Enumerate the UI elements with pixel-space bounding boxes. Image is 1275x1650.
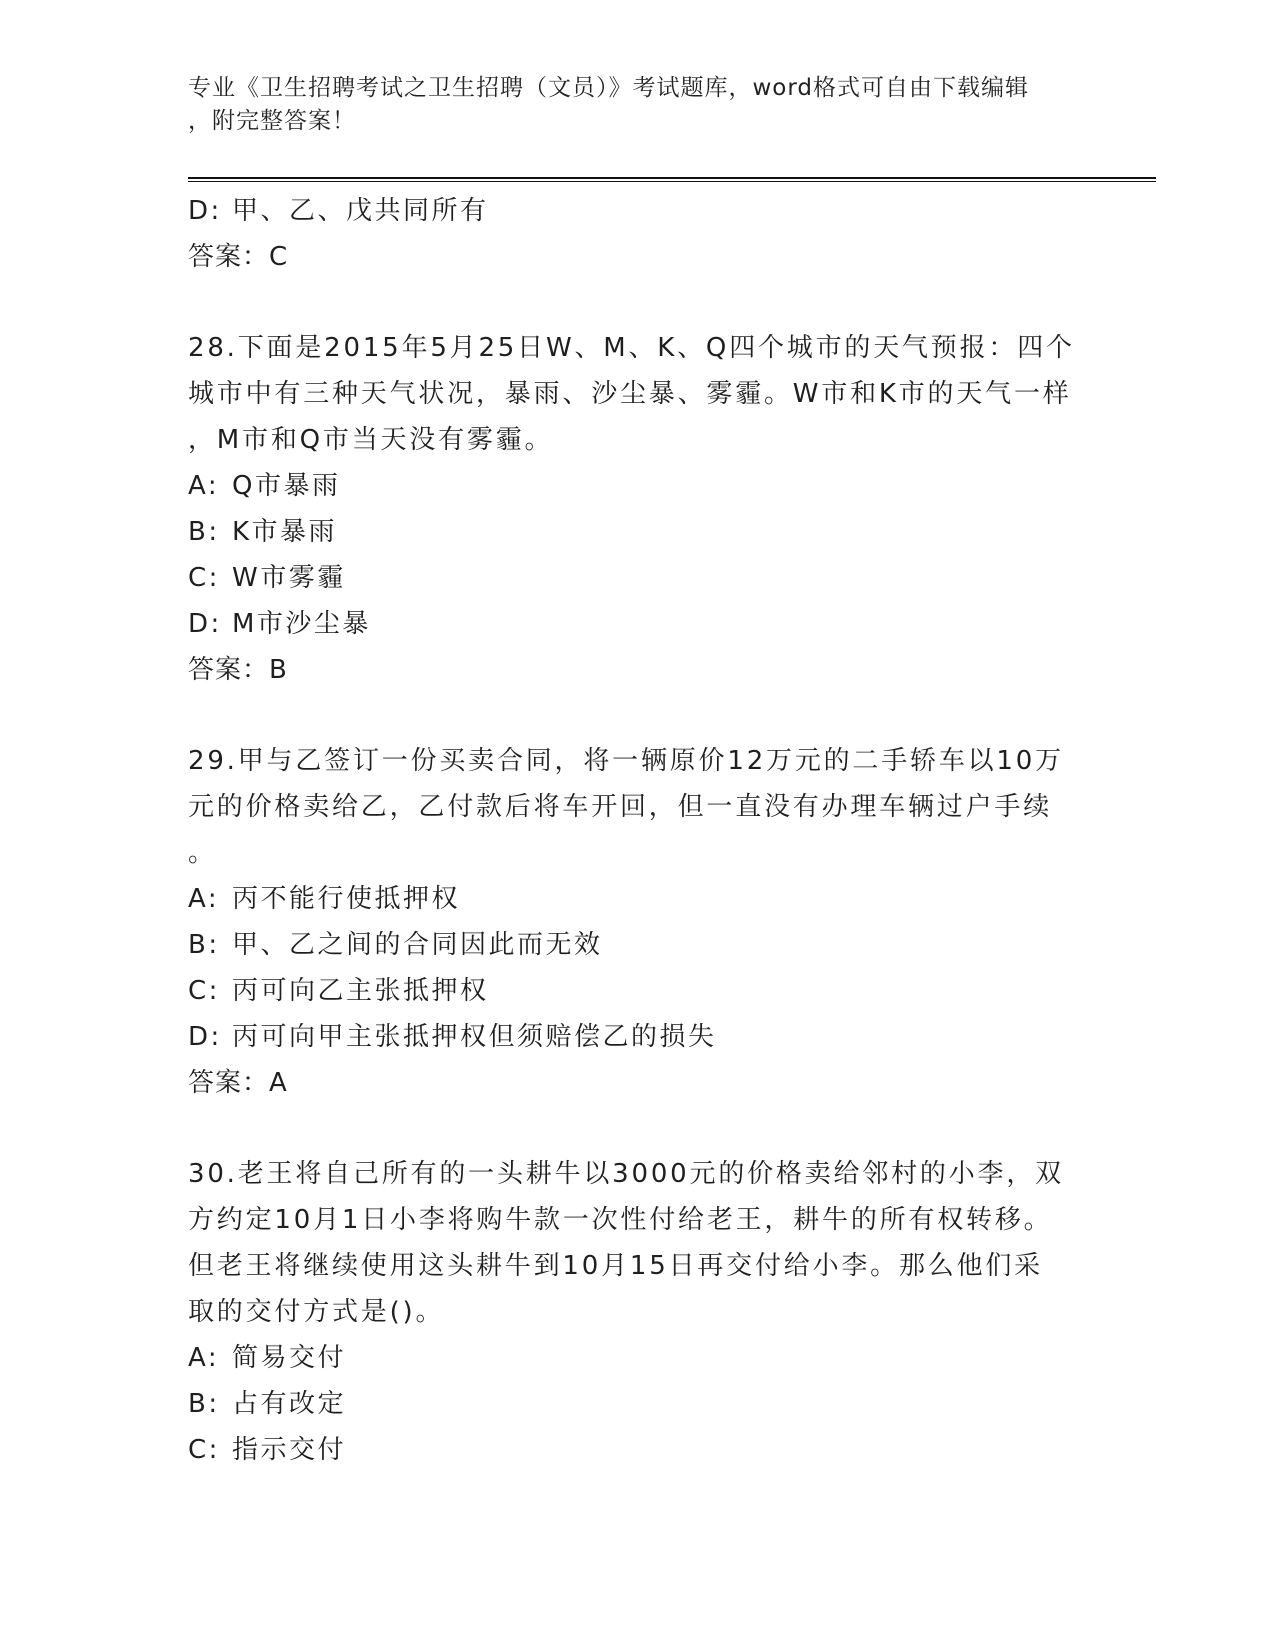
option-text: 丙可向乙主张抵押权 — [232, 976, 489, 1006]
option-text: 丙不能行使抵押权 — [232, 884, 461, 914]
option-key: D: — [188, 196, 222, 226]
option-key: C: — [188, 563, 220, 593]
option-text: K市暴雨 — [232, 517, 338, 547]
option-d — [188, 601, 1088, 647]
question-line: 30.老王将自己所有的一头耕牛以3000元的价格卖给邻村的小李，双 — [188, 1159, 1064, 1189]
option-key: A: — [188, 471, 220, 501]
option-c — [188, 1427, 1088, 1473]
option-key: D: — [188, 1022, 222, 1052]
question-text — [188, 738, 1088, 876]
page-header — [188, 72, 1068, 138]
option-text: M市沙尘暴 — [232, 609, 371, 639]
option-a — [188, 1335, 1088, 1381]
option-c — [188, 555, 1088, 601]
question-line: 。 — [188, 838, 217, 868]
option-key: D: — [188, 609, 222, 639]
option-text: Q市暴雨 — [232, 471, 341, 501]
question-line: 28.下面是2015年5月25日W、M、K、Q四个城市的天气预报：四个 — [188, 333, 1075, 363]
option-b — [188, 1381, 1088, 1427]
answer: 答案：A — [188, 1068, 288, 1098]
option-a — [188, 876, 1088, 922]
option-text: 简易交付 — [232, 1343, 347, 1373]
option-b — [188, 922, 1088, 968]
option-key: B: — [188, 1389, 220, 1419]
option-d — [188, 1014, 1088, 1060]
header-divider — [188, 177, 1156, 182]
option-key: A: — [188, 884, 220, 914]
question-content — [188, 188, 1088, 1473]
option-text: 甲、乙之间的合同因此而无效 — [232, 930, 603, 960]
prev-option-d — [188, 188, 1088, 234]
answer: 答案：B — [188, 655, 288, 685]
option-c — [188, 968, 1088, 1014]
option-key: B: — [188, 517, 220, 547]
option-text: 指示交付 — [232, 1435, 347, 1465]
option-key: A: — [188, 1343, 220, 1373]
question-line: ，M市和Q市当天没有雾霾。 — [188, 425, 554, 455]
option-key: C: — [188, 976, 220, 1006]
question-line: 城市中有三种天气状况，暴雨、沙尘暴、雾霾。W市和K市的天气一样 — [188, 379, 1072, 409]
question-text — [188, 325, 1088, 463]
option-key: C: — [188, 1435, 220, 1465]
prev-answer: 答案：C — [188, 242, 289, 272]
question-line: 方约定10月1日小李将购牛款一次性付给老王，耕牛的所有权转移。 — [188, 1205, 1053, 1235]
question-line: 29.甲与乙签订一份买卖合同，将一辆原价12万元的二手轿车以10万 — [188, 746, 1064, 776]
header-line-2: ，附完整答案！ — [188, 108, 356, 134]
question-line: 取的交付方式是()。 — [188, 1297, 445, 1327]
option-text: 占有改定 — [232, 1389, 347, 1419]
option-a — [188, 463, 1088, 509]
option-text: 丙可向甲主张抵押权但须赔偿乙的损失 — [232, 1022, 717, 1052]
header-line-1: 专业《卫生招聘考试之卫生招聘（文员）》考试题库，word格式可自由下载编辑 — [188, 75, 1030, 101]
question-30 — [188, 1151, 1088, 1473]
question-29 — [188, 738, 1088, 1106]
question-line: 但老王将继续使用这头耕牛到10月15日再交付给小李。那么他们采 — [188, 1251, 1043, 1281]
option-text: W市雾霾 — [232, 563, 346, 593]
option-b — [188, 509, 1088, 555]
question-28 — [188, 325, 1088, 693]
question-text — [188, 1151, 1088, 1335]
question-line: 元的价格卖给乙，乙付款后将车开回，但一直没有办理车辆过户手续 — [188, 792, 1053, 822]
option-text: 甲、乙、戊共同所有 — [232, 196, 489, 226]
option-key: B: — [188, 930, 220, 960]
